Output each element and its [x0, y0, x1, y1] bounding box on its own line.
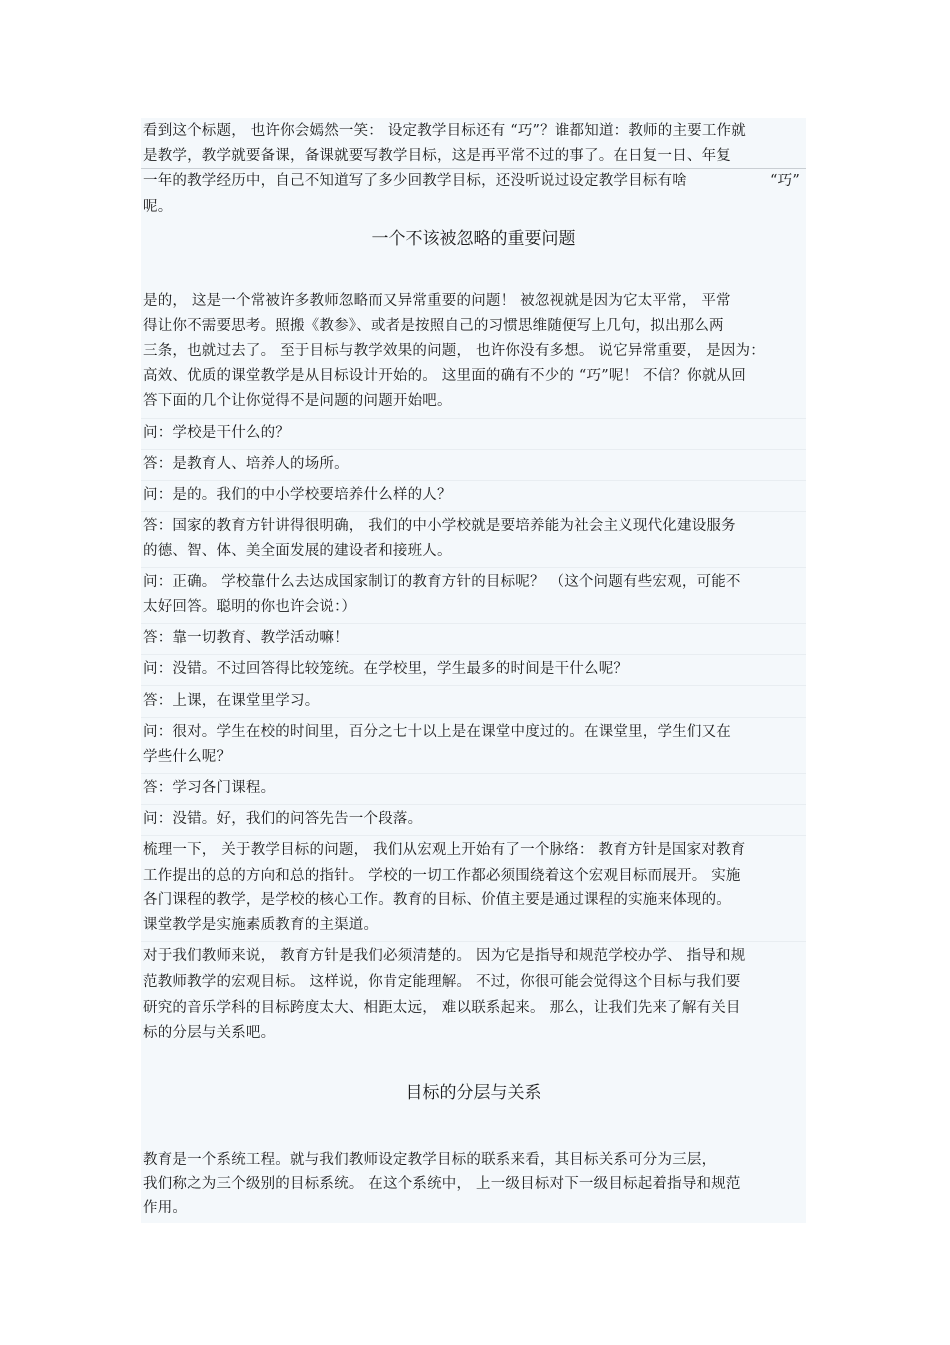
paragraph-line: 我们称之为三个级别的目标系统。 在这个系统中， 上一级目标对下一级目标起着指导和规范 [143, 1176, 741, 1192]
qa-line: 答：是教育人、培养人的场所。 [143, 456, 349, 472]
qa-line: 问：正确。 学校靠什么去达成国家制订的教育方针的目标呢？ （这个问题有些宏观，可能不 [143, 574, 741, 590]
qa-line: 问：学校是干什么的？ [143, 425, 290, 441]
intro-line: 呢。 [143, 199, 173, 215]
paragraph-line: 研究的音乐学科的目标跨度太大、相距太远， 难以联系起来。 那么，让我们先来了解有关目 [143, 1000, 741, 1016]
qa-line: 学些什么呢？ [143, 749, 232, 765]
paragraph-line: 标的分层与关系吧。 [143, 1025, 276, 1041]
qa-line: 问：很对。学生在校的时间里，百分之七十以上是在课堂中度过的。在课堂里，学生们又在 [143, 724, 731, 740]
paragraph-line: 高效、优质的课堂教学是从目标设计开始的。 这里面的确有不少的 “巧”呢！ 不信？你就从回 [143, 368, 746, 384]
intro-quote: “巧” [770, 173, 800, 189]
qa-line: 太好回答。聪明的你也许会说：） [143, 599, 357, 615]
intro-line: 看到这个标题， 也许你会嫣然一笑： 设定教学目标还有 “巧”？谁都知道：教师的主要工作就 [143, 123, 746, 139]
qa-line: 答：学习各门课程。 [143, 780, 276, 796]
intro-line: 是教学，教学就要备课，备课就要写教学目标，这是再平常不过的事了。在日复一日、年复 [143, 148, 731, 164]
section-heading: 目标的分层与关系 [405, 1083, 542, 1103]
qa-line: 问：是的。我们的中小学校要培养什么样的人？ [143, 487, 452, 503]
paragraph-line: 答下面的几个让你觉得不是问题的问题开始吧。 [143, 393, 452, 409]
qa-line: 问：没错。不过回答得比较笼统。在学校里，学生最多的时间是干什么呢？ [143, 661, 629, 677]
paragraph-line: 课堂教学是实施素质教育的主渠道。 [143, 917, 379, 933]
qa-line: 答：国家的教育方针讲得很明确， 我们的中小学校就是要培养能为社会主义现代化建设服务 [143, 518, 736, 534]
paragraph-line: 各门课程的教学，是学校的核心工作。教育的目标、价值主要是通过课程的实施来体现的。 [143, 892, 731, 908]
qa-line: 答：靠一切教育、教学活动嘛！ [143, 630, 349, 646]
paragraph-line: 对于我们教师来说， 教育方针是我们必须清楚的。 因为它是指导和规范学校办学、 指导和规 [143, 948, 746, 964]
qa-line: 问：没错。好，我们的问答先告一个段落。 [143, 811, 423, 827]
paragraph-line: 作用。 [143, 1200, 188, 1216]
paragraph-line: 三条，也就过去了。 至于目标与教学效果的问题， 也许你没有多想。 说它异常重要， 是因为： [143, 343, 765, 359]
paragraph-line: 是的， 这是一个常被许多教师忽略而又异常重要的问题！ 被忽视就是因为它太平常， 平常 [143, 293, 731, 309]
qa-line: 的德、智、体、美全面发展的建设者和接班人。 [143, 543, 452, 559]
paragraph-line: 梳理一下， 关于教学目标的问题， 我们从宏观上开始有了一个脉络： 教育方针是国家对教育 [143, 842, 746, 858]
paragraph-line: 工作提出的总的方向和总的指针。 学校的一切工作都必须围绕着这个宏观目标而展开。 实施 [143, 868, 741, 884]
paragraph-line: 教育是一个系统工程。就与我们教师设定教学目标的联系来看，其目标关系可分为三层， [143, 1152, 717, 1168]
paragraph-line: 得让你不需要思考。照搬《教参》、或者是按照自己的习惯思维随便写上几句，拟出那么两 [143, 318, 724, 334]
section-heading: 一个不该被忽略的重要问题 [371, 229, 576, 249]
paragraph-line: 范教师教学的宏观目标。 这样说，你肯定能理解。 不过，你很可能会觉得这个目标与我们要 [143, 974, 741, 990]
divider [141, 168, 806, 169]
intro-line: 一年的教学经历中，自己不知道写了多少回教学目标，还没听说过设定教学目标有啥 [143, 173, 687, 189]
qa-line: 答：上课，在课堂里学习。 [143, 693, 320, 709]
